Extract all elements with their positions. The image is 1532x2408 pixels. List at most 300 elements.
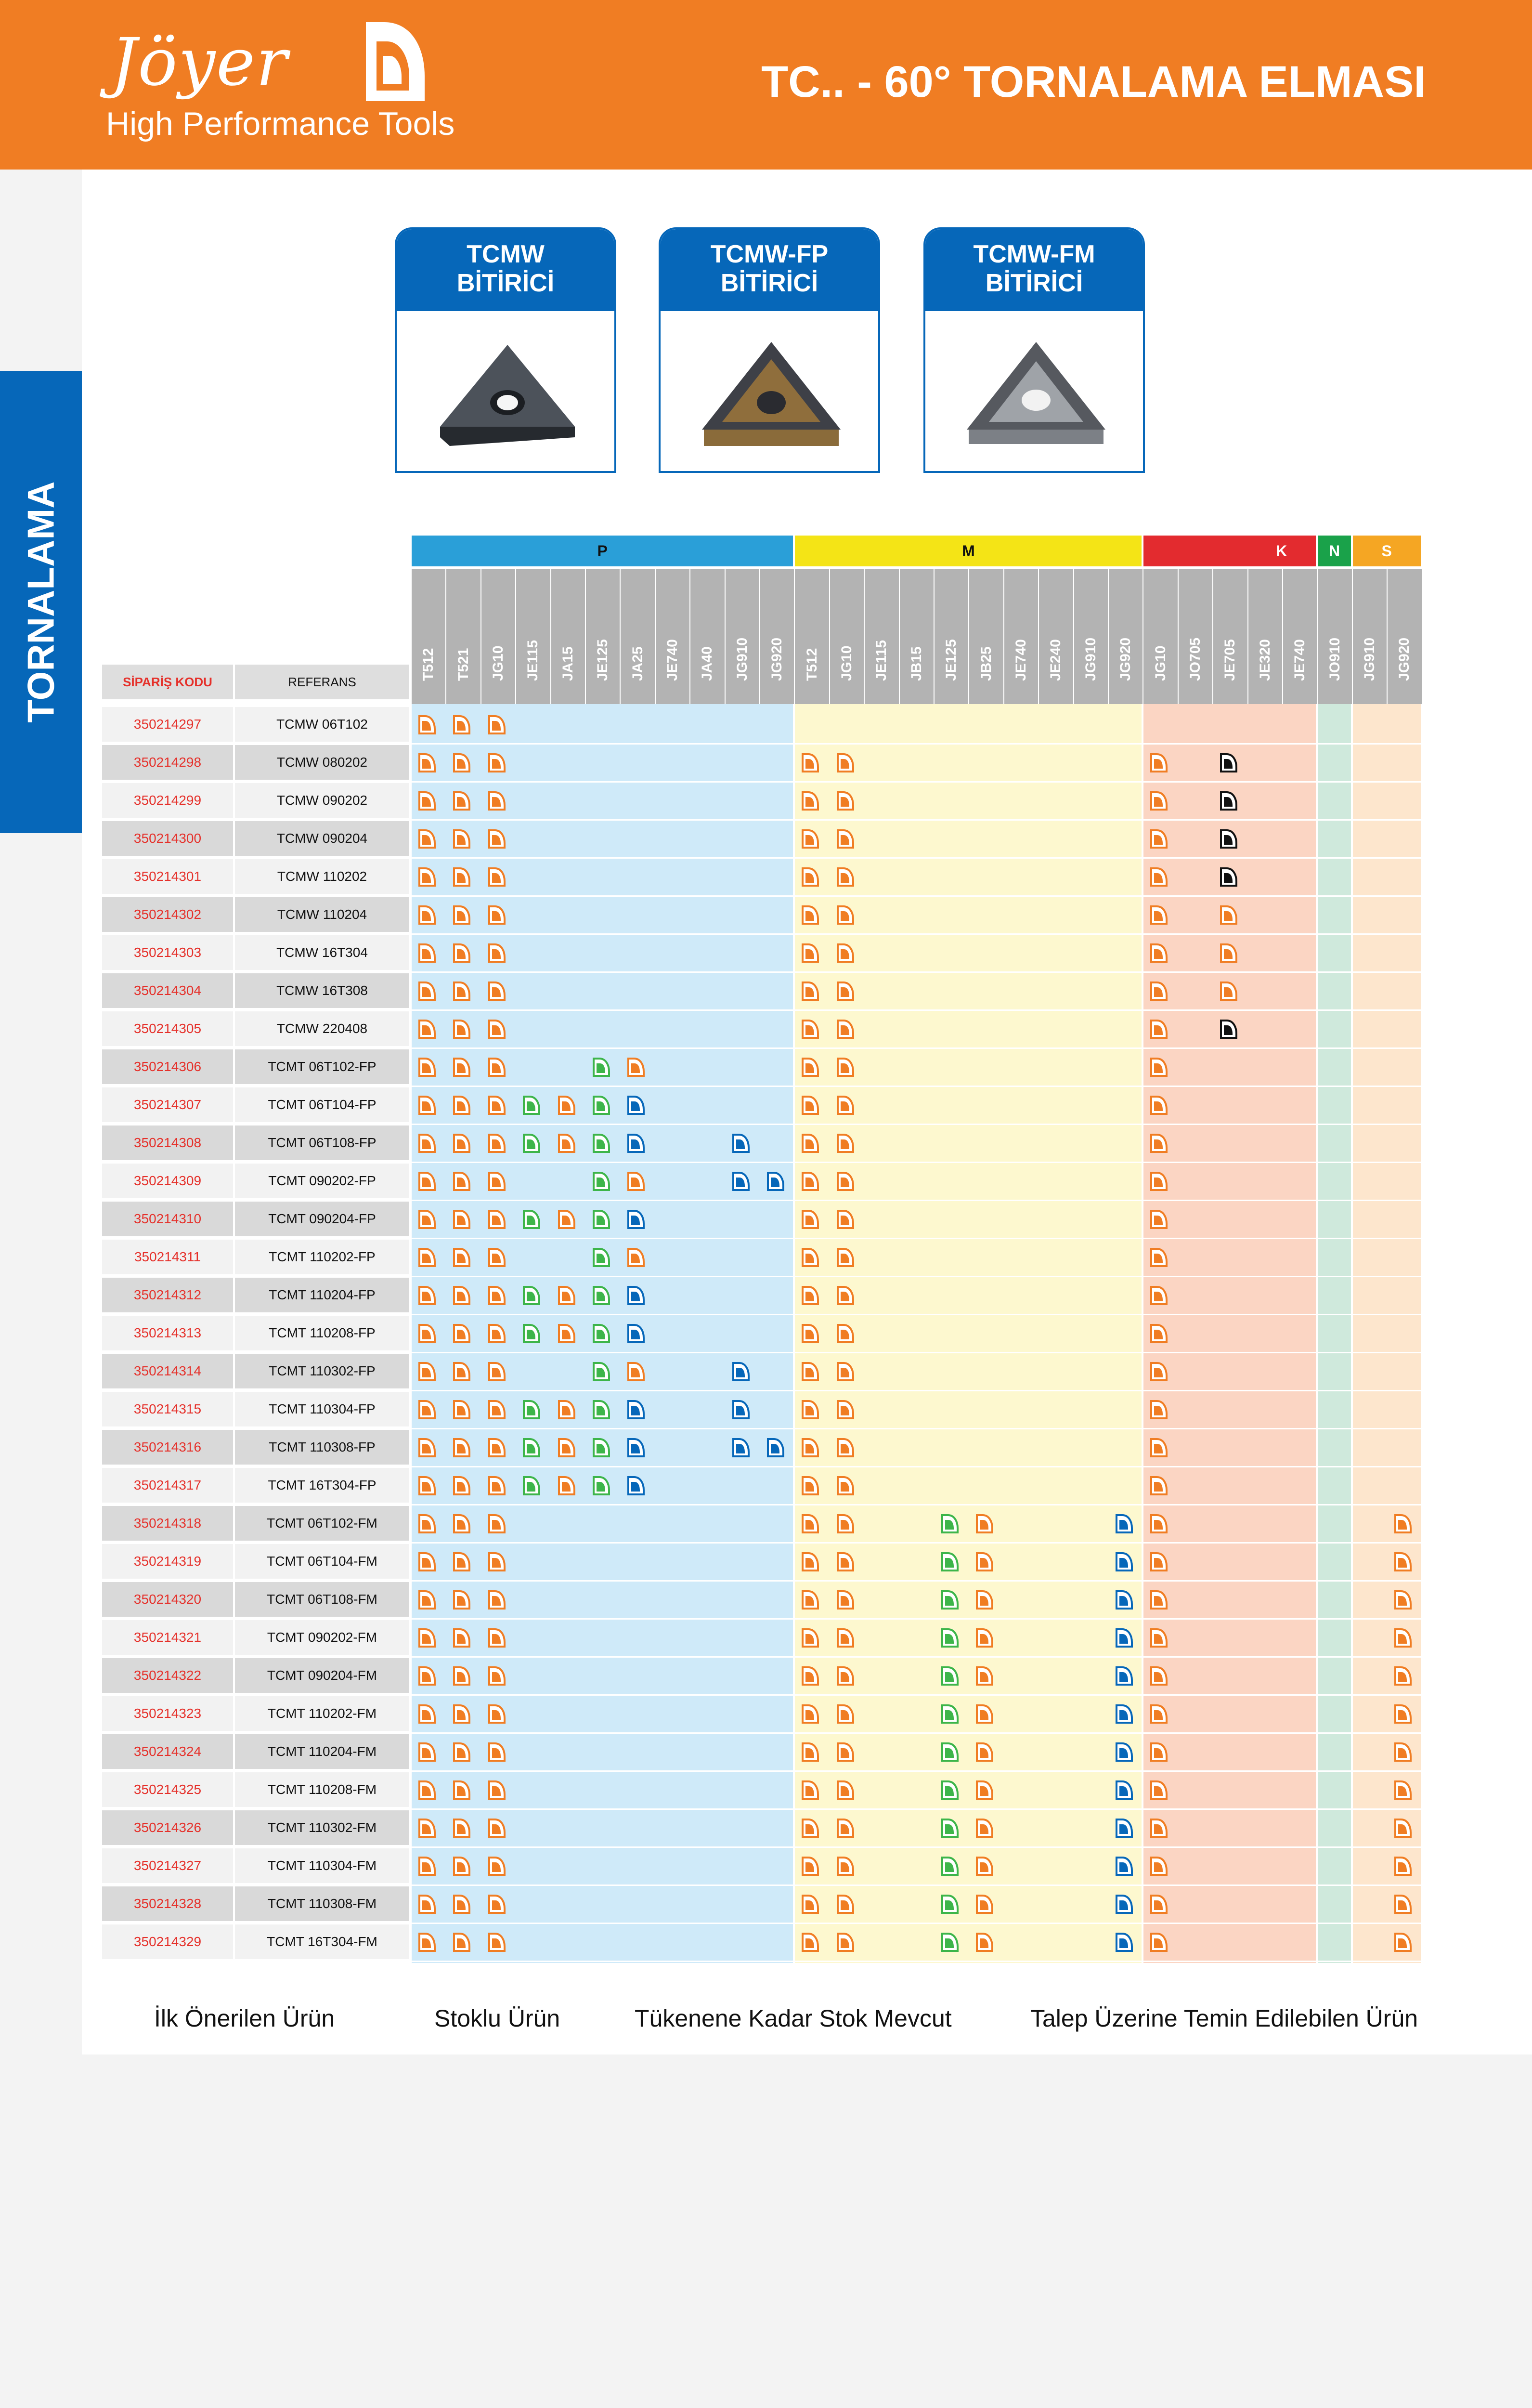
orange-insert-icon (558, 1476, 576, 1496)
orange-insert-icon (453, 1932, 471, 1952)
orange-insert-icon (453, 1057, 471, 1077)
reference: TCMT 06T102-FP (235, 1049, 409, 1084)
orange-insert-icon (627, 1057, 645, 1077)
order-code: 350214322 (102, 1658, 233, 1693)
reference: TCMT 110208-FP (235, 1316, 409, 1350)
orange-insert-icon (801, 981, 819, 1001)
green-insert-icon (941, 1856, 959, 1876)
blue-insert-icon (1115, 1932, 1133, 1952)
order-code: 350214305 (102, 1011, 233, 1046)
orange-insert-icon (418, 943, 436, 963)
orange-insert-icon (836, 1438, 855, 1458)
orange-insert-icon (836, 1095, 855, 1115)
orange-insert-icon (418, 1666, 436, 1686)
row-divider (412, 1047, 1423, 1049)
orange-insert-icon (1394, 1590, 1412, 1610)
orange-insert-icon (1394, 1894, 1412, 1914)
orange-insert-icon (418, 1590, 436, 1610)
group-column-bg (1353, 704, 1421, 1963)
card-subtitle: BİTİRİCİ (720, 269, 818, 297)
reference: TCMT 110204-FM (235, 1734, 409, 1769)
grade-header (1143, 569, 1178, 704)
blue-insert-icon (766, 1438, 785, 1458)
orange-insert-icon (1150, 1133, 1168, 1153)
row-divider (412, 1923, 1423, 1924)
grade-label: JA15 (559, 646, 576, 681)
orange-insert-icon (488, 1704, 506, 1724)
grade-header (795, 569, 830, 704)
orange-insert-icon (488, 1552, 506, 1572)
green-insert-icon (522, 1400, 541, 1420)
reference: TCMW 090204 (235, 821, 409, 856)
orange-insert-icon (836, 1400, 855, 1420)
blue-insert-icon (732, 1400, 750, 1420)
orange-insert-icon (488, 1438, 506, 1458)
reference: TCMT 110202-FP (235, 1240, 409, 1274)
orange-insert-icon (801, 1095, 819, 1115)
orange-insert-icon (418, 1171, 436, 1191)
orange-insert-icon (488, 1932, 506, 1952)
orange-insert-icon (975, 1780, 994, 1800)
reference: TCMT 110302-FP (235, 1354, 409, 1388)
orange-insert-icon (453, 981, 471, 1001)
grade-label: JE320 (1257, 639, 1273, 681)
order-code: 350214327 (102, 1848, 233, 1883)
order-code: 350214317 (102, 1468, 233, 1503)
reference: TCMT 110302-FM (235, 1810, 409, 1845)
orange-insert-icon (801, 1476, 819, 1496)
grade-label: JG910 (1361, 637, 1377, 681)
orange-insert-icon (836, 753, 855, 773)
row-divider (412, 1542, 1423, 1544)
orange-insert-icon (453, 943, 471, 963)
orange-insert-icon (488, 981, 506, 1001)
orange-insert-icon (453, 1400, 471, 1420)
grade-header (1074, 569, 1109, 704)
orange-insert-icon (1150, 1247, 1168, 1268)
orange-insert-icon (975, 1590, 994, 1610)
orange-insert-icon (453, 715, 471, 735)
orange-insert-icon (836, 1247, 855, 1268)
orange-insert-icon (453, 1666, 471, 1686)
orange-insert-icon (836, 1704, 855, 1724)
order-code: 350214308 (102, 1125, 233, 1160)
row-divider (412, 819, 1423, 821)
blue-insert-icon (1115, 1704, 1133, 1724)
orange-insert-icon (801, 1552, 819, 1572)
group-column-bg (1318, 704, 1350, 1963)
orange-insert-icon (418, 1057, 436, 1077)
black-insert-icon (1220, 791, 1238, 811)
orange-insert-icon (975, 1932, 994, 1952)
order-code: 350214323 (102, 1696, 233, 1731)
order-code: 350214302 (102, 897, 233, 932)
orange-insert-icon (418, 981, 436, 1001)
orange-insert-icon (1220, 905, 1238, 925)
grade-header (551, 569, 586, 704)
orange-insert-icon (453, 1742, 471, 1762)
orange-insert-icon (1150, 943, 1168, 963)
orange-insert-icon (418, 1780, 436, 1800)
orange-insert-icon (975, 1704, 994, 1724)
orange-insert-icon (627, 1247, 645, 1268)
green-insert-icon (522, 1285, 541, 1306)
reference: TCMW 220408 (235, 1011, 409, 1046)
orange-insert-icon (453, 1209, 471, 1230)
orange-insert-icon (488, 1780, 506, 1800)
insert-image (959, 330, 1113, 456)
orange-insert-icon (975, 1818, 994, 1838)
order-code: 350214297 (102, 707, 233, 742)
orange-insert-icon (1220, 981, 1238, 1001)
green-insert-icon (592, 1057, 610, 1077)
orange-insert-icon (1394, 1514, 1412, 1534)
row-divider (412, 1694, 1423, 1696)
order-code: 350214313 (102, 1316, 233, 1350)
row-divider (412, 1276, 1423, 1277)
grade-header (900, 569, 935, 704)
orange-insert-icon (488, 1742, 506, 1762)
reference: TCMW 06T102 (235, 707, 409, 742)
reference: TCMT 110308-FM (235, 1886, 409, 1921)
orange-insert-icon (1394, 1628, 1412, 1648)
row-divider (412, 1885, 1423, 1886)
orange-insert-icon (801, 1628, 819, 1648)
grade-label: JG910 (1082, 637, 1099, 681)
orange-insert-icon (453, 1361, 471, 1382)
material-group-k: K (1143, 536, 1316, 566)
reference: TCMW 16T308 (235, 973, 409, 1008)
orange-insert-icon (558, 1323, 576, 1344)
card-title: TCMW-FM (973, 240, 1095, 268)
orange-insert-icon (1150, 1704, 1168, 1724)
row-divider (412, 1732, 1423, 1734)
grade-label: JG10 (838, 645, 855, 681)
blue-insert-icon (1115, 1856, 1133, 1876)
orange-insert-icon (453, 1095, 471, 1115)
grade-header (621, 569, 655, 704)
orange-insert-icon (488, 753, 506, 773)
orange-insert-icon (1394, 1742, 1412, 1762)
orange-insert-icon (488, 1894, 506, 1914)
orange-insert-icon (488, 1476, 506, 1496)
row-divider (412, 1124, 1423, 1125)
blue-insert-icon (1115, 1742, 1133, 1762)
grade-label: JO705 (1187, 637, 1203, 681)
orange-insert-icon (801, 1514, 819, 1534)
orange-insert-icon (1220, 943, 1238, 963)
grade-header (1388, 569, 1422, 704)
orange-insert-icon (453, 1019, 471, 1039)
legend-label: Tükenene Kadar Stok Mevcut (635, 2005, 952, 2032)
orange-insert-icon (488, 1818, 506, 1838)
orange-insert-icon (836, 1476, 855, 1496)
order-code: 350214328 (102, 1886, 233, 1921)
orange-insert-icon (453, 753, 471, 773)
orange-insert-icon (418, 1818, 436, 1838)
orange-insert-icon (418, 1514, 436, 1534)
order-code: 350214311 (102, 1240, 233, 1274)
reference: TCMT 090202-FM (235, 1620, 409, 1655)
orange-insert-icon (975, 1894, 994, 1914)
order-code: 350214318 (102, 1506, 233, 1541)
row-divider (412, 933, 1423, 935)
orange-insert-icon (418, 1628, 436, 1648)
blue-insert-icon (627, 1476, 645, 1496)
grade-label: JE115 (525, 640, 541, 681)
orange-insert-icon (801, 1400, 819, 1420)
orange-insert-icon (453, 1818, 471, 1838)
order-code: 350214300 (102, 821, 233, 856)
reference: TCMT 06T104-FP (235, 1087, 409, 1122)
grade-header (726, 569, 760, 704)
order-code: 350214314 (102, 1354, 233, 1388)
grade-header (969, 569, 1004, 704)
orange-insert-icon (836, 829, 855, 849)
order-code: 350214312 (102, 1278, 233, 1312)
row-divider (412, 1504, 1423, 1505)
orange-insert-icon (1150, 981, 1168, 1001)
orange-insert-icon (801, 1666, 819, 1686)
order-code: 350214310 (102, 1202, 233, 1236)
green-insert-icon (522, 1438, 541, 1458)
orange-insert-icon (836, 905, 855, 925)
green-insert-icon (941, 1628, 959, 1648)
orange-insert-icon (488, 867, 506, 887)
orange-insert-icon (1150, 867, 1168, 887)
orange-insert-icon (418, 829, 436, 849)
grade-label: JG920 (1117, 637, 1134, 681)
blue-insert-icon (1115, 1894, 1133, 1914)
green-insert-icon (941, 1818, 959, 1838)
green-insert-icon (522, 1323, 541, 1344)
reference: TCMW 080202 (235, 745, 409, 780)
orange-insert-icon (836, 791, 855, 811)
orange-insert-icon (453, 867, 471, 887)
orange-insert-icon (418, 715, 436, 735)
orange-insert-icon (488, 905, 506, 925)
green-insert-icon (592, 1133, 610, 1153)
legend-label: İlk Önerilen Ürün (154, 2005, 335, 2032)
orange-insert-icon (488, 1628, 506, 1648)
row-divider (412, 1162, 1423, 1163)
grade-label: JG920 (769, 637, 785, 681)
orange-insert-icon (801, 1894, 819, 1914)
orange-insert-icon (1394, 1666, 1412, 1686)
orange-insert-icon (1150, 1209, 1168, 1230)
reference: TCMT 16T304-FP (235, 1468, 409, 1503)
orange-insert-icon (836, 1514, 855, 1534)
reference: TCMT 090204-FM (235, 1658, 409, 1693)
group-column-bg (1143, 704, 1316, 1963)
side-tab-label: TORNALAMA (19, 481, 62, 723)
orange-insert-icon (801, 753, 819, 773)
grade-label: JG920 (1396, 637, 1413, 681)
orange-insert-icon (558, 1438, 576, 1458)
orange-insert-icon (558, 1209, 576, 1230)
grade-label: JE705 (1222, 639, 1238, 681)
orange-insert-icon (453, 1285, 471, 1306)
order-code: 350214301 (102, 859, 233, 894)
orange-insert-icon (1150, 1590, 1168, 1610)
blue-insert-icon (627, 1133, 645, 1153)
row-divider (412, 781, 1423, 783)
legend-label: Stoklu Ürün (434, 2005, 560, 2032)
orange-insert-icon (418, 905, 436, 925)
orange-insert-icon (453, 1476, 471, 1496)
reference: TCMT 06T104-FM (235, 1544, 409, 1579)
orange-insert-icon (418, 1095, 436, 1115)
card-header (661, 229, 878, 311)
black-insert-icon (1220, 1019, 1238, 1039)
card-title: TCMW (467, 240, 545, 268)
row-divider (412, 1580, 1423, 1582)
orange-insert-icon (488, 1019, 506, 1039)
orange-insert-icon (1150, 1818, 1168, 1838)
grade-label: JE240 (1048, 639, 1064, 681)
grade-label: JE740 (664, 639, 680, 681)
order-code: 350214329 (102, 1924, 233, 1959)
reference: TCMW 110204 (235, 897, 409, 932)
grade-label: T521 (455, 648, 471, 681)
grade-header (1248, 569, 1283, 704)
orange-insert-icon (801, 1438, 819, 1458)
green-insert-icon (592, 1476, 610, 1496)
row-divider (412, 1086, 1423, 1087)
logo-icon (362, 18, 428, 105)
orange-insert-icon (418, 1400, 436, 1420)
orange-insert-icon (1150, 1057, 1168, 1077)
orange-insert-icon (801, 1323, 819, 1344)
row-divider (412, 1200, 1423, 1201)
orange-insert-icon (1150, 1932, 1168, 1952)
orange-insert-icon (801, 1856, 819, 1876)
orange-insert-icon (488, 1514, 506, 1534)
orange-insert-icon (1394, 1818, 1412, 1838)
row-divider (412, 1961, 1423, 1962)
row-divider (412, 971, 1423, 973)
green-insert-icon (592, 1285, 610, 1306)
orange-insert-icon (418, 1704, 436, 1724)
orange-insert-icon (801, 1704, 819, 1724)
green-insert-icon (941, 1704, 959, 1724)
material-group-m: M (795, 536, 1142, 566)
blue-insert-icon (1115, 1552, 1133, 1572)
orange-insert-icon (627, 1361, 645, 1382)
order-code: 350214307 (102, 1087, 233, 1122)
grade-label: JA25 (629, 646, 646, 681)
row-divider (412, 1238, 1423, 1239)
green-insert-icon (941, 1894, 959, 1914)
grade-label: JG910 (734, 637, 750, 681)
row-divider (412, 1352, 1423, 1353)
green-insert-icon (941, 1590, 959, 1610)
orange-insert-icon (801, 1590, 819, 1610)
blue-insert-icon (1115, 1514, 1133, 1534)
blue-insert-icon (766, 1171, 785, 1191)
orange-insert-icon (975, 1514, 994, 1534)
orange-insert-icon (488, 1095, 506, 1115)
orange-insert-icon (488, 1133, 506, 1153)
orange-insert-icon (836, 981, 855, 1001)
black-insert-icon (1220, 829, 1238, 849)
orange-insert-icon (801, 1932, 819, 1952)
blue-insert-icon (627, 1438, 645, 1458)
orange-insert-icon (836, 1628, 855, 1648)
grade-header (1179, 569, 1213, 704)
orange-insert-icon (418, 1742, 436, 1762)
orange-insert-icon (1394, 1780, 1412, 1800)
blue-insert-icon (627, 1323, 645, 1344)
orange-insert-icon (418, 1133, 436, 1153)
grade-header (830, 569, 865, 704)
orange-insert-icon (836, 1932, 855, 1952)
card-header (925, 229, 1143, 311)
blue-insert-icon (1115, 1628, 1133, 1648)
orange-insert-icon (1394, 1856, 1412, 1876)
orange-insert-icon (418, 791, 436, 811)
row-divider (412, 1428, 1423, 1429)
green-insert-icon (941, 1552, 959, 1572)
row-divider (412, 743, 1423, 745)
card-header (397, 229, 614, 311)
row-divider (412, 1846, 1423, 1848)
orange-insert-icon (418, 753, 436, 773)
orange-insert-icon (453, 1780, 471, 1800)
grade-header (586, 569, 621, 704)
grade-header (412, 569, 446, 704)
orange-insert-icon (453, 1628, 471, 1648)
orange-insert-icon (453, 1323, 471, 1344)
grade-header (481, 569, 516, 704)
reference: TCMT 110304-FP (235, 1392, 409, 1426)
reference: TCMT 110204-FP (235, 1278, 409, 1312)
orange-insert-icon (453, 1514, 471, 1534)
green-insert-icon (592, 1438, 610, 1458)
orange-insert-icon (488, 715, 506, 735)
orange-insert-icon (1150, 791, 1168, 811)
orange-insert-icon (1150, 1400, 1168, 1420)
orange-insert-icon (801, 829, 819, 849)
orange-insert-icon (558, 1285, 576, 1306)
orange-insert-icon (488, 1247, 506, 1268)
orange-insert-icon (1150, 1894, 1168, 1914)
product-card-tcmw-fp (659, 227, 880, 473)
grade-header (690, 569, 725, 704)
orange-insert-icon (836, 1894, 855, 1914)
green-insert-icon (592, 1247, 610, 1268)
row-divider (412, 1466, 1423, 1467)
orange-insert-icon (801, 1361, 819, 1382)
row-divider (412, 1009, 1423, 1011)
orange-insert-icon (1150, 1323, 1168, 1344)
blue-insert-icon (732, 1171, 750, 1191)
order-code: 350214324 (102, 1734, 233, 1769)
orange-insert-icon (836, 943, 855, 963)
grade-header (1213, 569, 1248, 704)
orange-insert-icon (453, 1171, 471, 1191)
orange-insert-icon (836, 1019, 855, 1039)
blue-insert-icon (732, 1438, 750, 1458)
orange-insert-icon (1150, 1361, 1168, 1382)
grade-label: T512 (804, 648, 820, 681)
orange-insert-icon (1150, 1856, 1168, 1876)
orange-insert-icon (488, 1057, 506, 1077)
grade-header (935, 569, 969, 704)
blue-insert-icon (1115, 1666, 1133, 1686)
orange-insert-icon (801, 867, 819, 887)
grade-label: JB15 (908, 646, 924, 681)
